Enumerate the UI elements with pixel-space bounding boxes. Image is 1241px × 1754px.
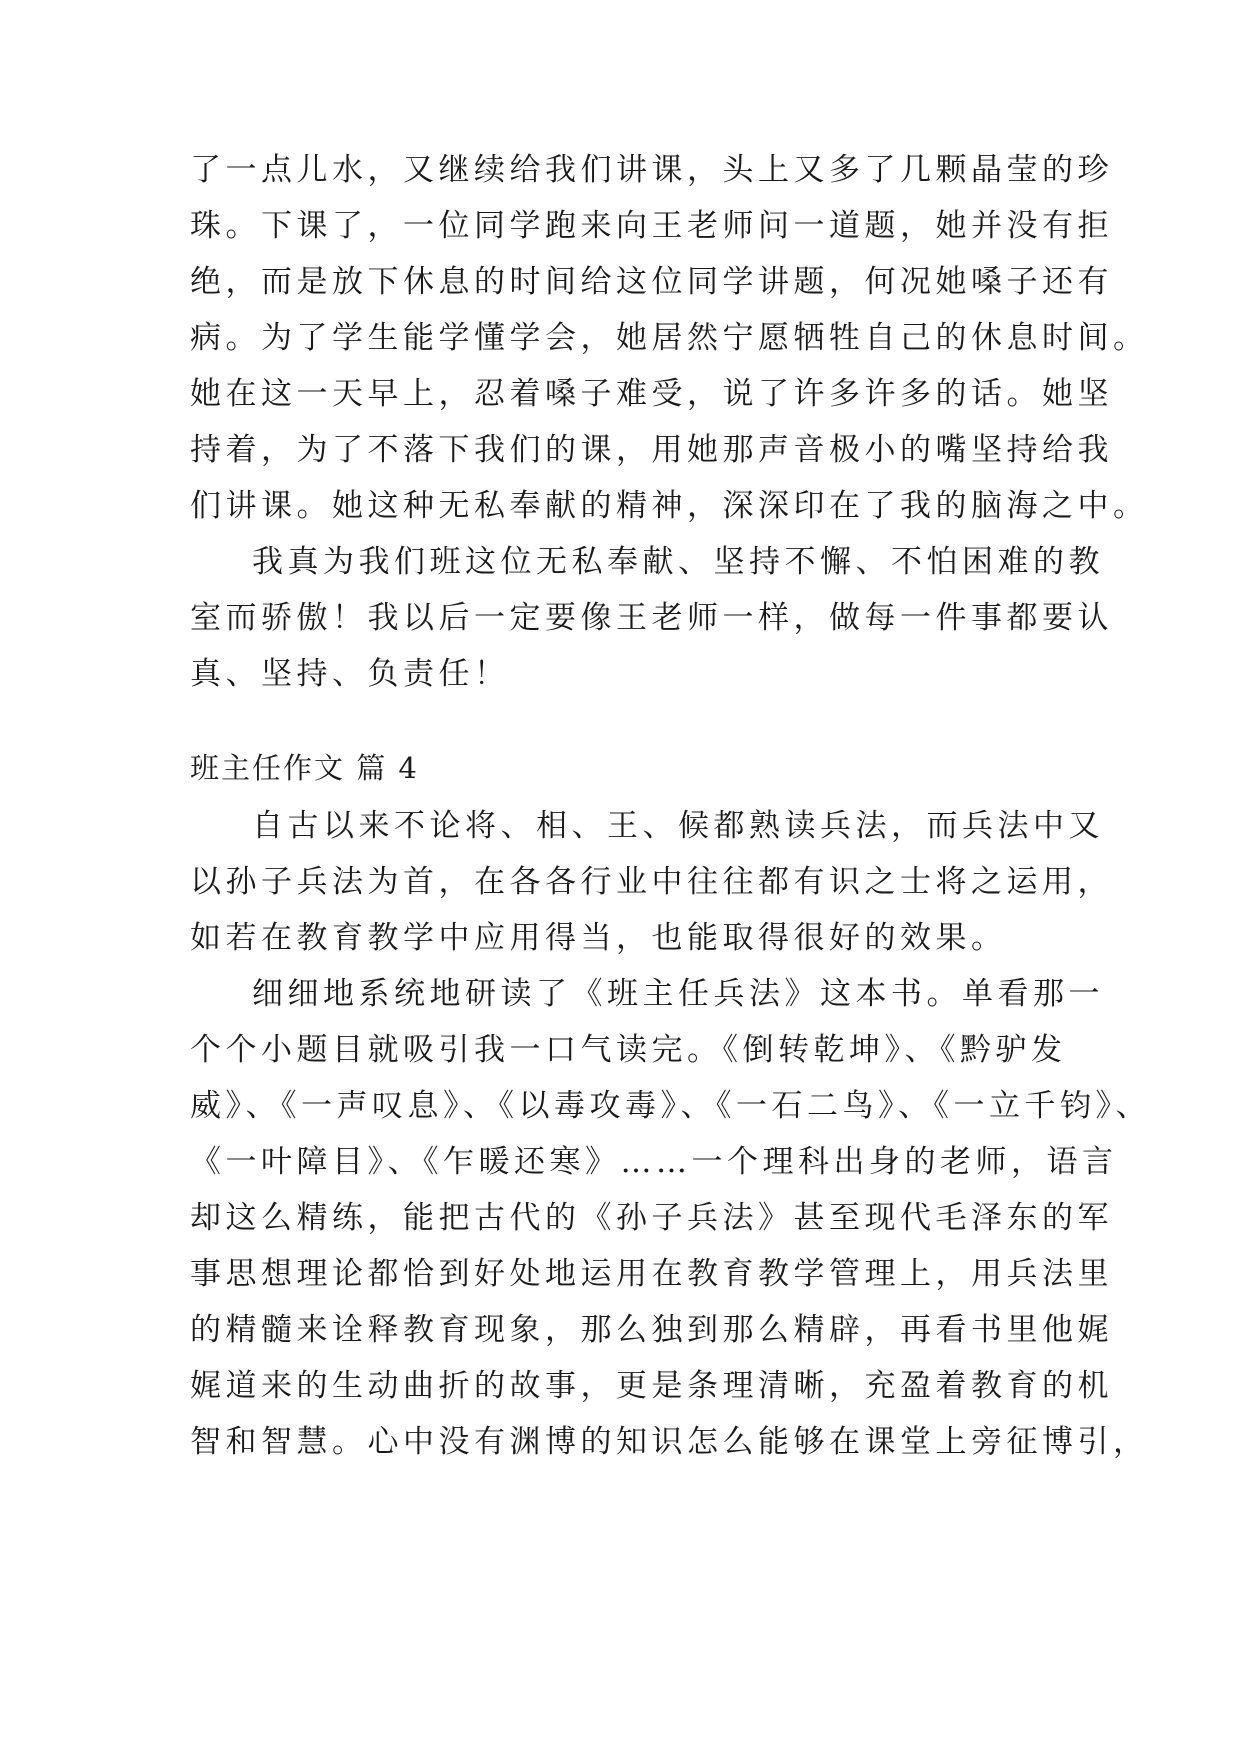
paragraph-line: 《一叶障目》、《乍暖还寒》……一个理科出身的老师，语言 [190, 1144, 1118, 1180]
paragraph-line: 绝，而是放下休息的时间给这位同学讲题，何况她嗓子还有 [190, 264, 1113, 300]
paragraph-line: 娓道来的生动曲折的故事，更是条理清晰，充盈着教育的机 [190, 1368, 1113, 1404]
paragraph-line: 们讲课。她这种无私奉献的精神，深深印在了我的脑海之中。 [190, 488, 1149, 524]
paragraph-line: 自古以来不论将、相、王、候都熟读兵法，而兵法中又 [252, 808, 1104, 844]
paragraph-line: 以孙子兵法为首，在各各行业中往往都有识之士将之运用， [190, 864, 1113, 900]
paragraph-line: 细细地系统地研读了《班主任兵法》这本书。单看那一 [252, 976, 1104, 1012]
paragraph-line: 威》、《一声叹息》、《以毒攻毒》、《一石二鸟》、《一立千钧》、 [190, 1088, 1151, 1124]
paragraph-line: 了一点儿水，又继续给我们讲课，头上又多了几颗晶莹的珍 [190, 152, 1113, 188]
paragraph-line: 我真为我们班这位无私奉献、坚持不懈、不怕困难的教 [252, 544, 1104, 580]
paragraph-line: 室而骄傲！我以后一定要像王老师一样，做每一件事都要认 [190, 600, 1113, 636]
paragraph-line: 病。为了学生能学懂学会，她居然宁愿牺牲自己的休息时间。 [190, 320, 1149, 356]
paragraph-line: 个个小题目就吸引我一口气读完。《倒转乾坤》、《黔驴发 [190, 1032, 1067, 1068]
section-title: 班主任作文 篇 4 [190, 751, 419, 785]
paragraph-line: 智和智慧。心中没有渊博的知识怎么能够在课堂上旁征博引， [190, 1424, 1149, 1460]
paragraph-line: 事思想理论都恰到好处地运用在教育教学管理上，用兵法里 [190, 1256, 1113, 1292]
paragraph-line: 持着，为了不落下我们的课，用她那声音极小的嘴坚持给我 [190, 432, 1113, 468]
paragraph-line: 却这么精练，能把古代的《孙子兵法》甚至现代毛泽东的军 [190, 1200, 1113, 1236]
paragraph-line: 如若在教育教学中应用得当，也能取得很好的效果。 [190, 920, 1007, 956]
paragraph-line: 的精髓来诠释教育现象，那么独到那么精辟，再看书里他娓 [190, 1312, 1113, 1348]
paragraph-line: 珠。下课了，一位同学跑来向王老师问一道题，她并没有拒 [190, 208, 1113, 244]
paragraph-line: 真、坚持、负责任！ [190, 656, 510, 692]
paragraph-line: 她在这一天早上，忍着嗓子难受，说了许多许多的话。她坚 [190, 376, 1113, 412]
